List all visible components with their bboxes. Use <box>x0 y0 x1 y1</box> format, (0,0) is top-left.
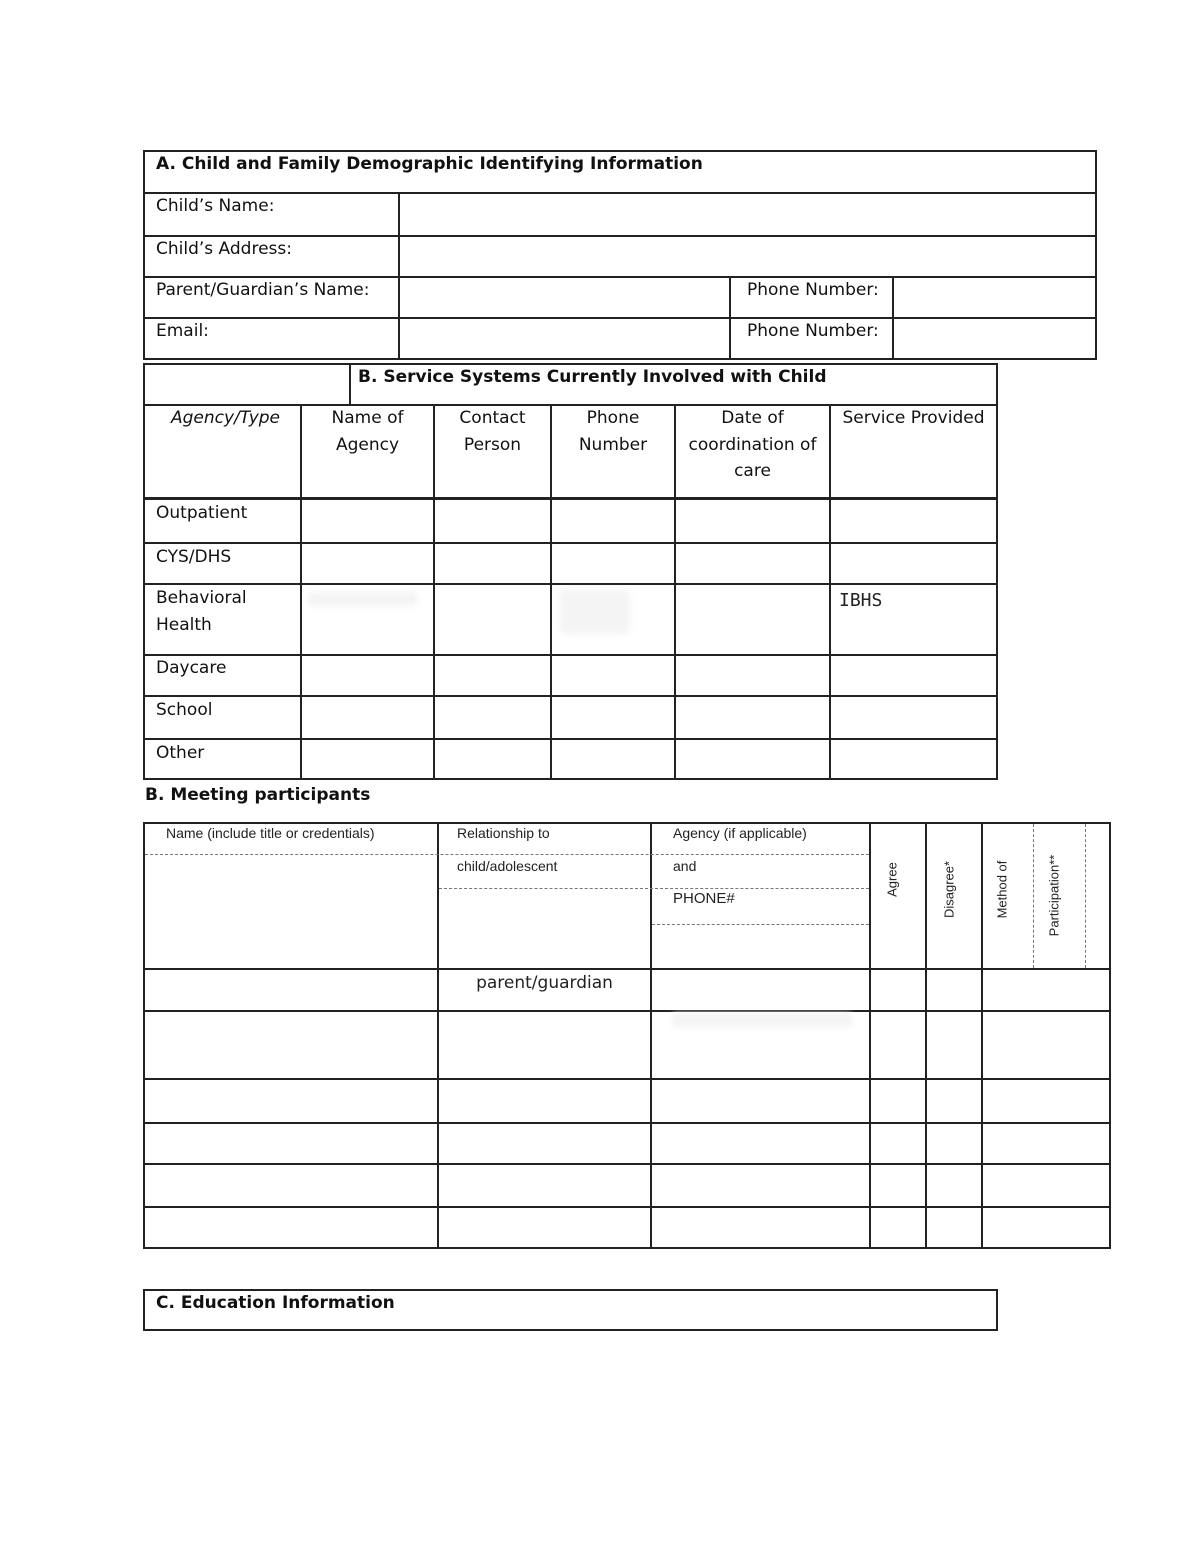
svc-cell-daycare-date[interactable] <box>674 654 831 697</box>
mp-cell-row3-agree[interactable] <box>869 1078 927 1124</box>
mp-cell-row3-agency[interactable] <box>650 1078 871 1124</box>
mp-cell-row1-name[interactable] <box>143 968 439 1012</box>
mp-cell-row4-method[interactable] <box>981 1122 1111 1165</box>
svc-cell-school-name[interactable] <box>300 695 435 740</box>
phone-label-1: Phone Number: <box>747 280 879 300</box>
mp-header-relationship-line1: Relationship to <box>457 825 550 841</box>
phone-field-1[interactable] <box>892 276 1097 319</box>
mp-cell-row5-disagree[interactable] <box>925 1163 983 1208</box>
mp-cell-row5-agree[interactable] <box>869 1163 927 1208</box>
row-daycare-label: Daycare <box>156 658 227 678</box>
svc-cell-outpatient-name[interactable] <box>300 498 435 544</box>
mp-cell-row6-relationship[interactable] <box>437 1206 652 1249</box>
services-title-left-cell <box>143 363 351 406</box>
mp-cell-row1-method[interactable] <box>981 968 1111 1012</box>
row-behavioral-label-2: Health <box>156 615 212 635</box>
svc-cell-cys-dhs-contact[interactable] <box>433 542 552 585</box>
mp-cell-row1-agency[interactable] <box>650 968 871 1012</box>
mp-cell-row6-disagree[interactable] <box>925 1206 983 1249</box>
mp-cell-row3-name[interactable] <box>143 1078 439 1124</box>
svc-cell-cys-dhs-date[interactable] <box>674 542 831 585</box>
mp-header-relationship-line2: child/adolescent <box>457 858 558 874</box>
meeting-title: B. Meeting participants <box>145 785 371 805</box>
row-other-label: Other <box>156 743 205 763</box>
mp-cell-row1-agree[interactable] <box>869 968 927 1012</box>
svc-cell-daycare-phone[interactable] <box>550 654 676 697</box>
header-name-agency-line2: Agency <box>335 435 400 455</box>
header-phone-line1: Phone <box>586 408 640 428</box>
header-phone-line2: Number <box>578 435 648 455</box>
mp-cell-row5-relationship[interactable] <box>437 1163 652 1208</box>
section-c-title: C. Education Information <box>156 1293 395 1313</box>
mp-cell-row2-relationship[interactable] <box>437 1010 652 1080</box>
mp-cell-row2-name[interactable] <box>143 1010 439 1080</box>
mp-dash-2 <box>439 888 869 889</box>
mp-vdash-1 <box>1033 824 1034 968</box>
svc-cell-behavioral-health-contact[interactable] <box>433 583 552 656</box>
row-behavioral-service: IBHS <box>839 590 883 611</box>
child-name-field[interactable] <box>398 192 1097 237</box>
mp-cell-row6-method[interactable] <box>981 1206 1111 1249</box>
email-field[interactable] <box>398 317 731 360</box>
mp-cell-row2-disagree[interactable] <box>925 1010 983 1080</box>
row-outpatient-label: Outpatient <box>156 503 248 523</box>
header-name-agency-line1: Name of <box>331 408 404 428</box>
svc-cell-cys-dhs-name[interactable] <box>300 542 435 585</box>
header-date-line3: care <box>734 461 771 481</box>
child-address-label: Child’s Address: <box>156 239 292 259</box>
svc-cell-other-phone[interactable] <box>550 738 676 780</box>
child-address-field[interactable] <box>398 235 1097 278</box>
guardian-name-field[interactable] <box>398 276 731 319</box>
svc-cell-school-date[interactable] <box>674 695 831 740</box>
mp-cell-row3-disagree[interactable] <box>925 1078 983 1124</box>
svc-cell-outpatient-contact[interactable] <box>433 498 552 544</box>
mp-cell-row3-method[interactable] <box>981 1078 1111 1124</box>
mp-dash-1 <box>145 854 869 855</box>
mp-header-name <box>143 822 439 970</box>
svc-cell-school-phone[interactable] <box>550 695 676 740</box>
mp-header-name-label: Name (include title or credentials) <box>166 825 375 841</box>
svc-cell-daycare-name[interactable] <box>300 654 435 697</box>
mp-header-agency-line2: and <box>673 858 697 874</box>
svc-cell-other-contact[interactable] <box>433 738 552 780</box>
mp-cell-row5-method[interactable] <box>981 1163 1111 1208</box>
header-service-label: Service Provided <box>842 408 985 428</box>
mp-header-disagree-label: Disagree* <box>941 860 957 919</box>
mp-cell-row1-disagree[interactable] <box>925 968 983 1012</box>
svc-cell-other-name[interactable] <box>300 738 435 780</box>
mp-header-method-label: Method of <box>994 860 1010 919</box>
row-school-label: School <box>156 700 213 720</box>
svc-cell-other-service[interactable] <box>829 738 998 780</box>
section-a-title: A. Child and Family Demographic Identifying Information <box>156 154 703 174</box>
mp-cell-row2-agree[interactable] <box>869 1010 927 1080</box>
svc-cell-daycare-contact[interactable] <box>433 654 552 697</box>
mp-cell-row4-name[interactable] <box>143 1122 439 1165</box>
guardian-name-label: Parent/Guardian’s Name: <box>156 280 370 300</box>
header-date-line2: coordination of <box>688 435 817 455</box>
redacted-phone <box>560 590 630 634</box>
svc-cell-cys-dhs-phone[interactable] <box>550 542 676 585</box>
mp-header-agency-line3: PHONE# <box>673 890 735 907</box>
header-contact-line2: Person <box>463 435 522 455</box>
redacted-agency-name <box>308 592 418 606</box>
mp-header-participation-label: Participation** <box>1046 854 1062 937</box>
mp-row1-relationship: parent/guardian <box>476 973 613 993</box>
svc-cell-outpatient-service[interactable] <box>829 498 998 544</box>
row-behavioral-label-1: Behavioral <box>156 588 247 608</box>
svc-cell-cys-dhs-service[interactable] <box>829 542 998 585</box>
mp-cell-row2-method[interactable] <box>981 1010 1111 1080</box>
svc-cell-outpatient-date[interactable] <box>674 498 831 544</box>
email-label: Email: <box>156 321 209 341</box>
svc-cell-outpatient-phone[interactable] <box>550 498 676 544</box>
child-name-label: Child’s Name: <box>156 196 275 216</box>
mp-cell-row4-relationship[interactable] <box>437 1122 652 1165</box>
svc-cell-other-date[interactable] <box>674 738 831 780</box>
row-cys-dhs-label: CYS/DHS <box>156 547 232 567</box>
mp-cell-row6-agency[interactable] <box>650 1206 871 1249</box>
services-title: B. Service Systems Currently Involved with Child <box>358 367 827 387</box>
header-agency-type-label: Agency/Type <box>171 408 281 428</box>
mp-cell-row5-agency[interactable] <box>650 1163 871 1208</box>
mp-cell-row4-disagree[interactable] <box>925 1122 983 1165</box>
header-date-line1: Date of <box>721 408 784 428</box>
mp-vdash-2 <box>1085 824 1086 968</box>
mp-header-agree-label: Agree <box>884 862 900 897</box>
mp-header-agency-line1: Agency (if applicable) <box>673 825 807 841</box>
phone-field-2[interactable] <box>892 317 1097 360</box>
mp-cell-row4-agency[interactable] <box>650 1122 871 1165</box>
mp-cell-row4-agree[interactable] <box>869 1122 927 1165</box>
mp-dash-3 <box>652 924 869 925</box>
svc-cell-school-contact[interactable] <box>433 695 552 740</box>
mp-cell-row5-name[interactable] <box>143 1163 439 1208</box>
phone-label-2: Phone Number: <box>747 321 879 341</box>
redacted-agency-phone <box>672 1013 852 1027</box>
svc-cell-daycare-service[interactable] <box>829 654 998 697</box>
mp-cell-row6-agree[interactable] <box>869 1206 927 1249</box>
header-contact-line1: Contact <box>459 408 526 428</box>
svc-cell-behavioral-health-date[interactable] <box>674 583 831 656</box>
mp-cell-row3-relationship[interactable] <box>437 1078 652 1124</box>
mp-header-relationship <box>437 822 652 970</box>
svc-cell-school-service[interactable] <box>829 695 998 740</box>
mp-cell-row6-name[interactable] <box>143 1206 439 1249</box>
